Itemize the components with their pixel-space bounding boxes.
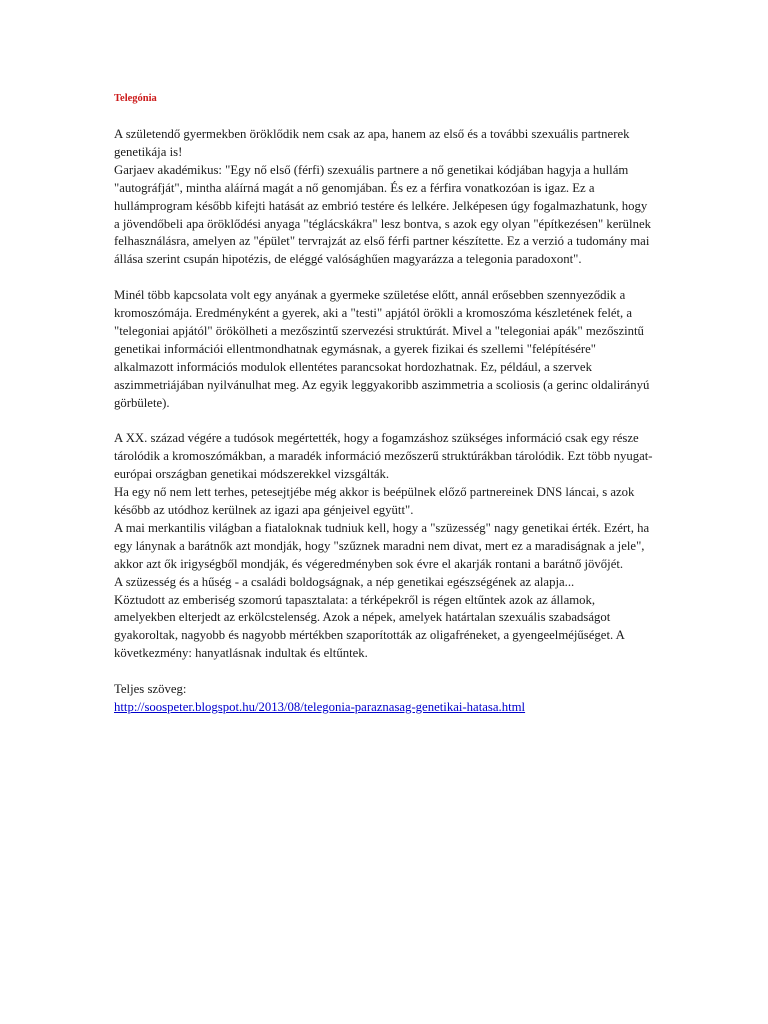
document-title: Telegónia bbox=[114, 93, 157, 104]
paragraph-virginity-value: A mai merkantilis világban a fiataloknak tudniuk kell, hogy a "szüzesség" nagy genetikai érték. Ezért, ha egy lánynak a barátnők azt mondják, hogy "szűznek maradni nem divat, mert ez a maradiságnak a jele", akkor azt ők irigységből mondják, és végeredményben sok évre el akarják rontani a barátnő jövőjét. bbox=[114, 520, 650, 571]
source-link[interactable]: http://soospeter.blogspot.hu/2013/08/telegonia-paraznasag-genetikai-hatasa.html bbox=[114, 699, 526, 714]
paragraph-spacer bbox=[114, 663, 654, 681]
paragraph-fidelity: A szüzesség és a hűség - a családi boldogságnak, a nép genetikai egészségének az alapja... bbox=[114, 574, 575, 589]
document-page bbox=[114, 92, 654, 717]
paragraph-garjaev-quote: Garjaev akadémikus: "Egy nő első (férfi) szexuális partnere a nő genetikai kódjában hagyja a hullám "autográfját", mintha aláírná magát a nő genomjában. És ez a férfira vonatkozóan is igaz. Ez a hullámprogram később kifejti hatását az embrió testére és lelkére. Jelképesen úgy fogalmazhatunk, hogy a jövendőbeli apa öröklődési anyaga "téglácskákra" lesz bontva, s azok egy olyan "építkezésen" kerülnek felhasználásra, amelyen az "épület" tervrajzát az első férfi partner készítette. Ez a verzió a tudomány mai állása szerint csupán hipotézis, de eléggé valósághűen magyarázza a telegonia paradoxont". bbox=[114, 162, 651, 267]
paragraph-spacer bbox=[114, 269, 654, 287]
full-text-label: Teljes szöveg: bbox=[114, 682, 187, 697]
paragraph-xx-century: A XX. század végére a tudósok megértették, hogy a fogamzáshoz szükséges információ csak egy része tárolódik a kromoszómákban, a maradék információ mezőszerű struktúrákban tárolódik. Ezt több nyugat-európai országban genetikai módszerekkel vizsgálták. bbox=[114, 431, 653, 482]
paragraph-chromosome: Minél több kapcsolata volt egy anyának a gyermeke születése előtt, annál erősebben szennyeződik a kromoszómája. Eredményként a gyerek, aki a "testi" apjától örökli a kromoszóma készletének felét, a "telegoniai apjától" örökölheti a mezőszintű szervezési struktúrát. Mivel a "telegoniai apák" mezőszintű genetikai információi ellentmondhatnak egymásnak, a gyerek fizikai és szellemi "felépítésére" alkalmazott információs modulok ellentétes parancsokat hordozhatnak. Ez, például, a szervek aszimmetriájában nyilvánulhat meg. Az egyik leggyakoribb aszimmetria a scoliosis (a gerinc oldalirányú görbülete). bbox=[114, 288, 650, 410]
paragraph-spacer bbox=[114, 412, 654, 430]
paragraph-history: Köztudott az emberiség szomorú tapasztalata: a térképekről is régen eltűntek azok az államok, amelyekben elterjedt az erkölcstelenség. Azok a népek, amelyek határtalan szexuális szabadságot gyakoroltak, nagyobb és nagyobb mértékben szaporították az oligafréneket, a gyengeelméjűséget. A következmény: hanyatlásnak indultak és eltűntek. bbox=[114, 592, 625, 661]
paragraph-pregnancy: Ha egy nő nem lett terhes, petesejtjébe még akkor is beépülnek előző partnereinek DNS láncai, s azok később az utódhoz kerülnek az igazi apa génjeivel együtt". bbox=[114, 485, 635, 517]
paragraph-intro: A születendő gyermekben öröklődik nem csak az apa, hanem az első és a további szexuális partnerek genetikája is! bbox=[114, 127, 630, 159]
